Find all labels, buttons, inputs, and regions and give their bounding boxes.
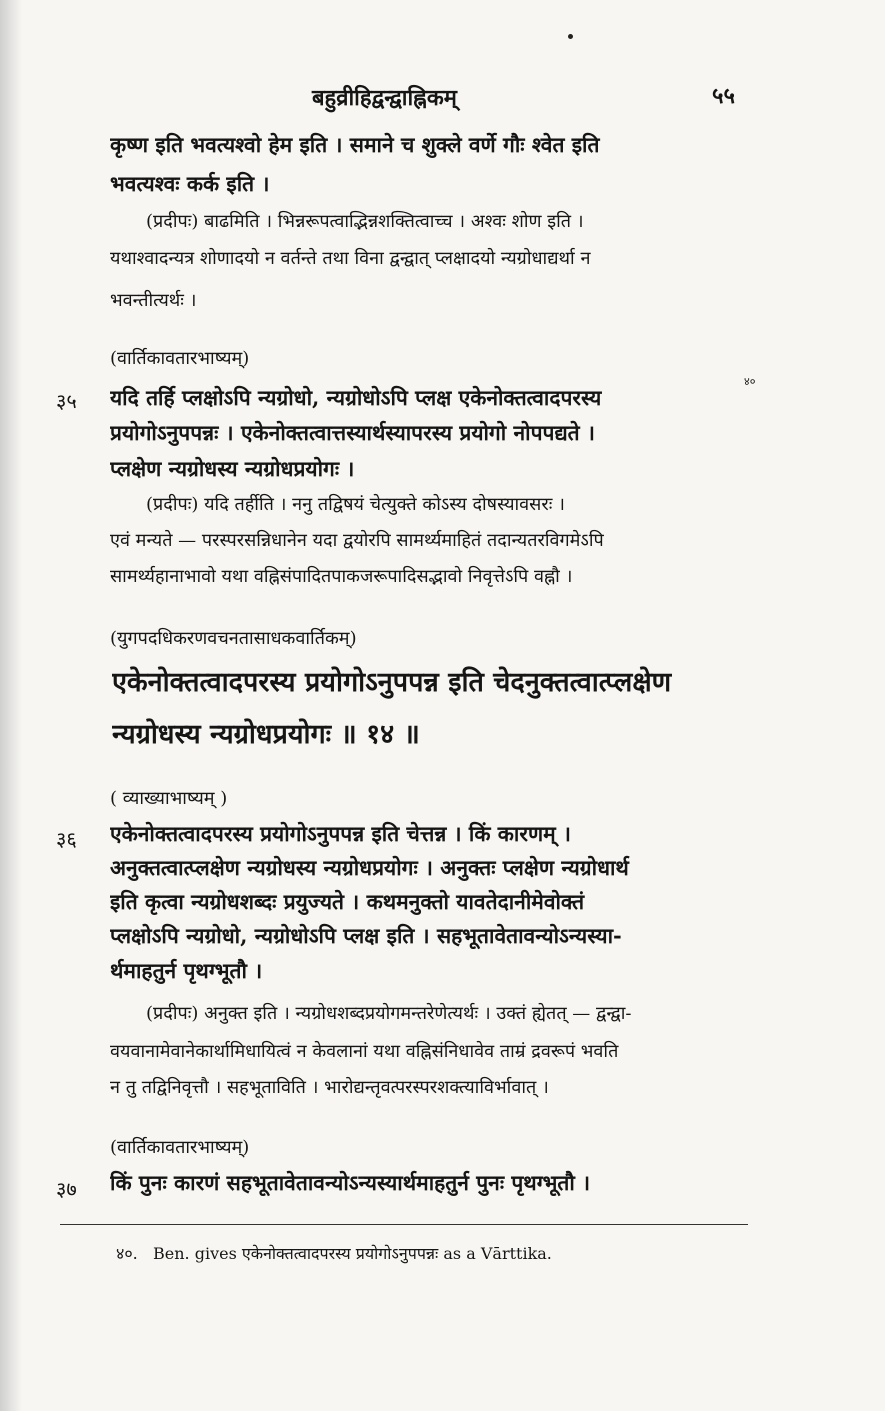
text-line: प्रयोगोऽनुपपन्नः । एकेनोक्तत्वात्तस्यार्थस्यापरस्य प्रयोगो नोपपद्यते । <box>110 420 595 445</box>
footnote-quote: एकेनोक्तत्वादपरस्य प्रयोगोऽनुपपन्नः <box>241 1244 439 1263</box>
paragraph-number: ३७ <box>56 1177 77 1201</box>
text-line: इति कृत्वा न्यग्रोधशब्दः प्रयुज्यते । कथमनुक्तो यावतेदानीमेवोक्तं <box>110 889 585 914</box>
footnote-suffix: as a Vārttika. <box>443 1244 552 1263</box>
text-line: भवत्यश्वः कर्क इति । <box>110 171 270 196</box>
running-header-title: बहुव्रीहिद्वन्द्वाह्निकम् <box>312 85 457 111</box>
section-label: (युगपदधिकरणवचनतासाधकवार्तिकम्) <box>110 628 357 649</box>
text-line: र्थमाहतुर्न पृथग्भूतौ । <box>110 958 263 983</box>
scan-edge-shadow <box>0 0 22 1411</box>
footnote-marker: ४० <box>744 375 756 388</box>
text-line: यदि तर्हि प्लक्षोऽपि न्यग्रोधो, न्यग्रोधोऽपि प्लक्ष एकेनोक्तत्वादपरस्य <box>110 385 602 410</box>
paragraph-number: ३५ <box>56 389 77 413</box>
text-line: प्लक्षेण न्यग्रोधस्य न्यग्रोधप्रयोगः । <box>110 456 355 481</box>
footnote <box>116 1242 756 1264</box>
pradipa-line: (प्रदीपः) यदि तर्हीति । ननु तद्विषयं चेत्युक्ते कोऽस्य दोषस्यावसरः । <box>146 494 565 515</box>
footnote-prefix: Ben. gives <box>153 1244 237 1263</box>
pradipa-line: सामर्थ्यहानाभावो यथा वह्निसंपादितपाकजरूपादिसद्भावो निवृत्तेऽपि वह्नौ । <box>110 566 573 587</box>
footnote-rule <box>60 1224 748 1225</box>
text-line: प्लक्षोऽपि न्यग्रोधो, न्यग्रोधोऽपि प्लक्ष इति । सहभूतावेतावन्योऽन्यस्या- <box>110 923 622 948</box>
page-speck <box>568 34 573 39</box>
footnote-number: ४०. <box>116 1244 138 1263</box>
text-line: एकेनोक्तत्वादपरस्य प्रयोगोऽनुपपन्न इति चेत्तन्न । किं कारणम् । <box>110 821 571 846</box>
paragraph-number: ३६ <box>56 827 77 851</box>
pradipa-line: भवन्तीत्यर्थः । <box>110 290 197 311</box>
section-label: (वार्तिकावतारभाष्यम्) <box>110 1137 250 1158</box>
pradipa-line: न तु तद्विनिवृत्तौ । सहभूताविति । भारोद्यन्तृवत्परस्परशक्त्याविर्भावात् । <box>110 1077 549 1098</box>
pradipa-line: एवं मन्यते — परस्परसन्निधानेन यदा द्वयोरपि सामर्थ्यमाहितं तदान्यतरविगमेऽपि <box>110 530 604 551</box>
varttika-line: एकेनोक्तत्वादपरस्य प्रयोगोऽनुपपन्न इति चेदनुक्तत्वात्प्लक्षेण <box>112 667 672 698</box>
text-line: किं पुनः कारणं सहभूतावेतावन्योऽन्यस्यार्थमाहतुर्न पुनः पृथग्भूतौ । <box>110 1170 591 1195</box>
text-line: कृष्ण इति भवत्यश्वो हेम इति । समाने च शुक्ले वर्णे गौः श्वेत इति <box>110 132 600 157</box>
page-number: ५५ <box>712 83 735 109</box>
pradipa-line: वयवानामेवानेकार्थामिधायित्वं न केवलानां यथा वह्निसंनिधावेव ताम्रं द्रवरूपं भवति <box>110 1041 619 1062</box>
section-label: (वार्तिकावतारभाष्यम्) <box>110 348 250 369</box>
varttika-line: न्यग्रोधस्य न्यग्रोधप्रयोगः ॥ १४ ॥ <box>112 719 420 750</box>
pradipa-line: (प्रदीपः) अनुक्त इति । न्यग्रोधशब्दप्रयोगमन्तरेणेत्यर्थः । उक्तं ह्येतत् — द्वन्द्वा- <box>146 1003 632 1024</box>
pradipa-line: (प्रदीपः) बाढमिति । भिन्नरूपत्वाद्भिन्नशक्तित्वाच्च । अश्वः शोण इति । <box>146 211 584 232</box>
section-label: ( व्याख्याभाष्यम् ) <box>110 788 228 809</box>
text-line: अनुक्तत्वात्प्लक्षेण न्यग्रोधस्य न्यग्रोधप्रयोगः । अनुक्तः प्लक्षेण न्यग्रोधार्थ <box>110 855 629 880</box>
pradipa-line: यथाश्वादन्यत्र शोणादयो न वर्तन्ते तथा विना द्वन्द्वात् प्लक्षादयो न्यग्रोधाद्यर्था न <box>110 248 591 269</box>
